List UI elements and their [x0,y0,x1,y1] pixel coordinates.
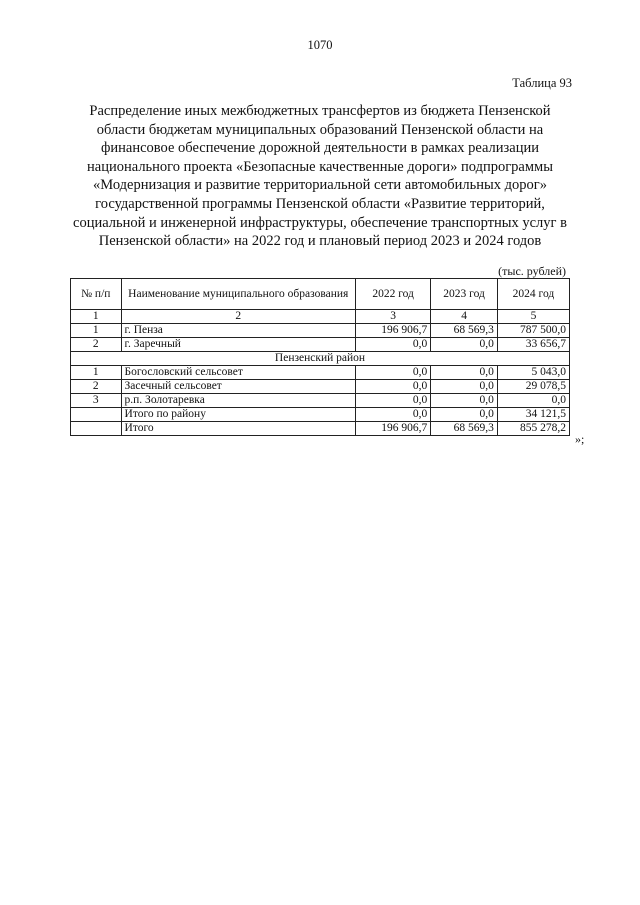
row-num: 1 [71,324,122,338]
table-row [71,324,570,338]
document-title: Распределение иных межбюджетных трансфертов из бюджета Пензенской области бюджетам муниципальных образований Пензенской области на финансовое обеспечение дорожной деятельности в рамках реализации национального проекта «Безопасные качественные дороги» подпрограммы «Модернизация и развитие территориальной сети автомобильных дорог» государственной программы Пензенской области «Развитие территорий, социальной и инженерной инфраструктуры, обеспечение транспортных услуг в Пензенской области» на 2022 год и плановый период 2023 и 2024 годов [73,103,567,250]
units-label: (тыс. рублей) [498,264,566,278]
row-num [71,408,122,422]
row-name: Богословский сельсовет [121,366,355,380]
total-row [71,422,570,436]
closing-quote-mark: »; [575,432,585,446]
row-2024: 5 043,0 [497,366,569,380]
page-number: 1070 [307,38,333,52]
column-number: 1 [71,310,122,324]
row-2023: 68 569,3 [431,324,498,338]
row-2022: 0,0 [355,380,430,394]
row-name: г. Пенза [121,324,355,338]
subtotal-2024: 34 121,5 [497,408,569,422]
header-num: № п/п [71,279,122,310]
table-row [71,394,570,408]
row-2022: 196 906,7 [355,324,430,338]
row-num: 2 [71,380,122,394]
subtotal-2023: 0,0 [431,408,498,422]
column-number: 4 [431,310,498,324]
column-number: 5 [497,310,569,324]
section-title: Пензенский район [71,352,570,366]
subtotal-2022: 0,0 [355,408,430,422]
row-2024: 787 500,0 [497,324,569,338]
table-row [71,338,570,352]
subtotal-name: Итого по району [121,408,355,422]
row-num: 3 [71,394,122,408]
row-2024: 29 078,5 [497,380,569,394]
row-2024: 33 656,7 [497,338,569,352]
row-name: р.п. Золотаревка [121,394,355,408]
total-2024: 855 278,2 [497,422,569,436]
total-2022: 196 906,7 [355,422,430,436]
row-num: 2 [71,338,122,352]
row-2023: 0,0 [431,338,498,352]
table-header-row [71,279,570,310]
row-2023: 0,0 [431,366,498,380]
column-numbers-row [71,310,570,324]
subtotal-row [71,408,570,422]
header-2024: 2024 год [497,279,569,310]
section-row [71,352,570,366]
row-num: 1 [71,366,122,380]
column-number: 3 [355,310,430,324]
row-num [71,422,122,436]
row-2024: 0,0 [497,394,569,408]
table-row [71,366,570,380]
table-row [71,380,570,394]
header-2023: 2023 год [431,279,498,310]
row-2023: 0,0 [431,380,498,394]
row-2022: 0,0 [355,366,430,380]
header-2022: 2022 год [355,279,430,310]
column-number: 2 [121,310,355,324]
budget-table [70,278,570,436]
total-name: Итого [121,422,355,436]
row-2022: 0,0 [355,338,430,352]
row-2023: 0,0 [431,394,498,408]
header-name: Наименование муниципального образования [121,279,355,310]
row-name: Засечный сельсовет [121,380,355,394]
row-name: г. Заречный [121,338,355,352]
total-2023: 68 569,3 [431,422,498,436]
table-number: Таблица 93 [512,76,572,90]
row-2022: 0,0 [355,394,430,408]
